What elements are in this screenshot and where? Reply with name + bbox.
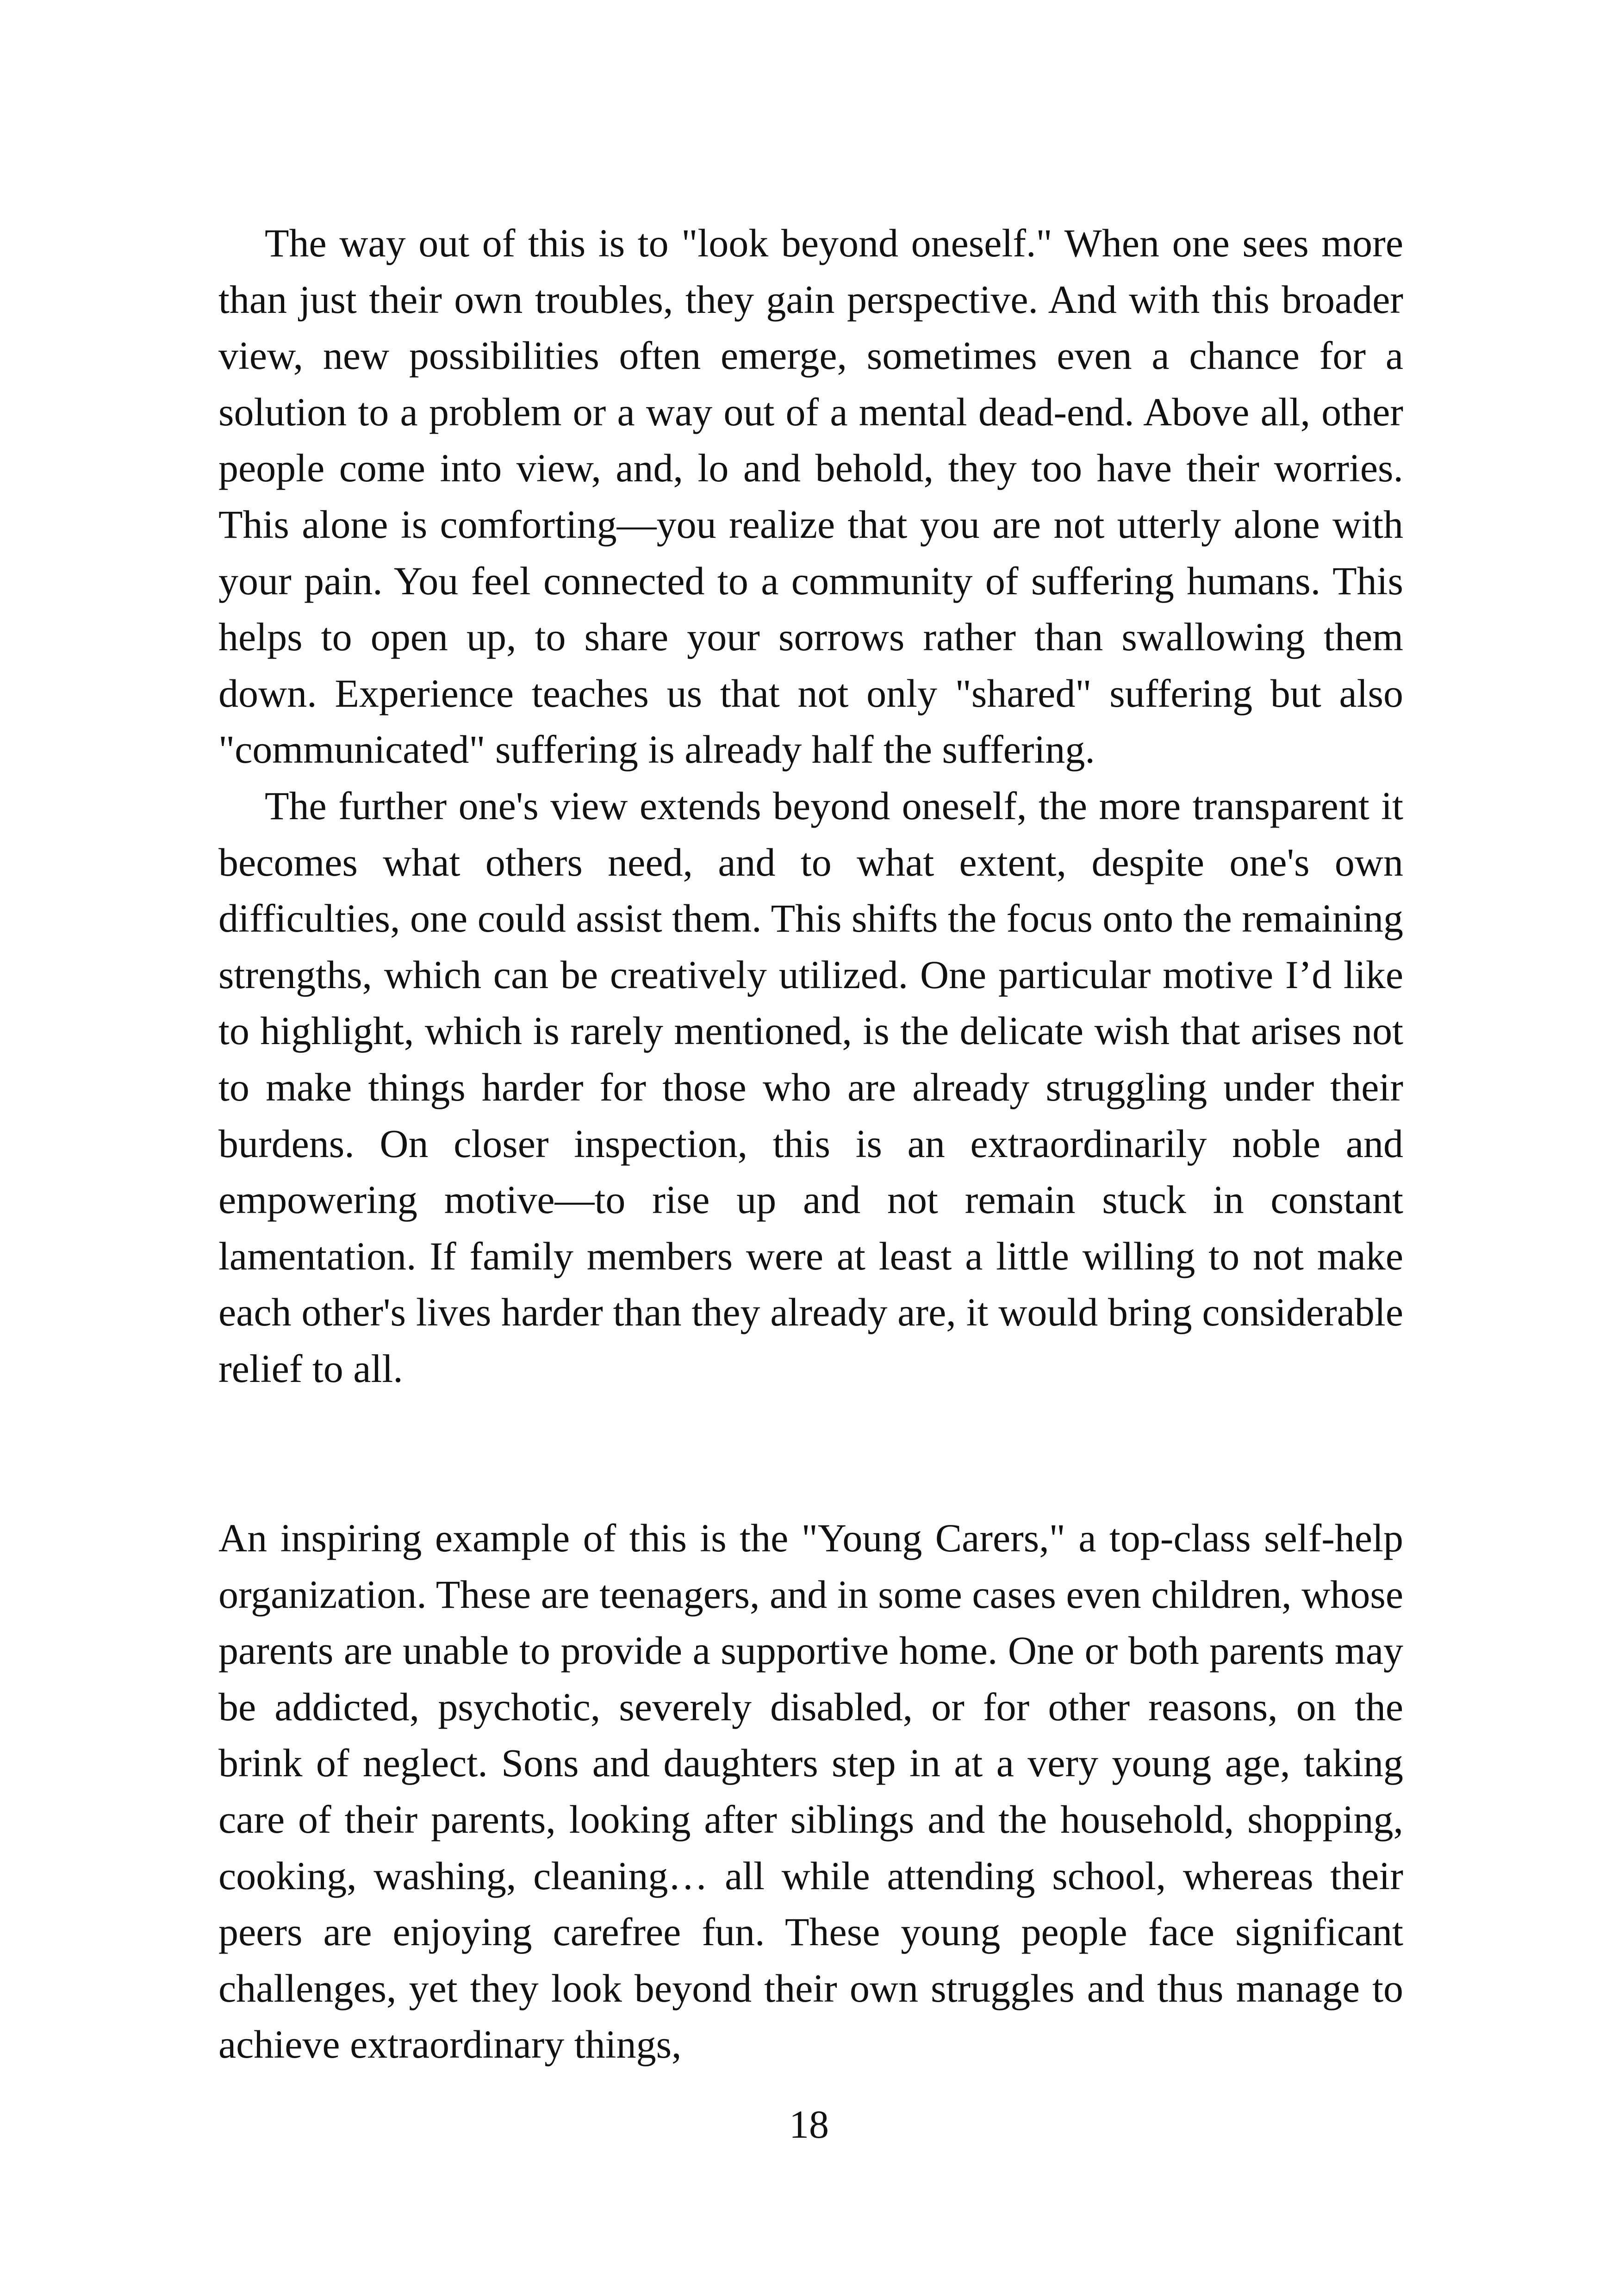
text-section-2 [218, 1510, 1403, 2073]
paragraph-young-carers: An inspiring example of this is the "Young Carers," a top-class self-help organization. These are teenagers, and in some cases even children, whose parents are unable to provide a supportive home. One or both parents may be addicted, psychotic, severely disabled, or for other reasons, on the brink of neglect. Sons and daughters step in at a very young age, taking care of their parents, looking after siblings and the household, shopping, cooking, washing, cleaning… all while attending school, whereas their peers are enjoying carefree fun. These young people face significant challenges, yet they look beyond their own struggles and thus manage to achieve extraordinary things, [218, 1516, 1403, 2067]
paragraph-view-extends: The further one's view extends beyond oneself, the more transparent it becomes what others need, and to what extent, despite one's own difficulties, one could assist them. This shifts the focus onto the remaining strengths, which can be creatively utilized. One particular motive I’d like to highlight, which is rarely mentioned, is the delicate wish that arises not to make things harder for those who are already struggling under their burdens. On closer inspection, this is an extraordinarily noble and empowering motive—to rise up and not remain stuck in constant lamentation. If family members were at least a little willing to not make each other's lives harder than they already are, it would bring considerable relief to all. [218, 783, 1403, 1391]
page-number: 18 [789, 2102, 829, 2147]
paragraph-look-beyond-oneself: The way out of this is to "look beyond oneself." When one sees more than just their own troubles, they gain perspective. And with this broader view, new possibilities often emerge, sometimes even a chance for a solution to a problem or a way out of a mental dead-end. Above all, other people come into view, and, lo and behold, they too have their worries. This alone is comforting—you realize that you are not utterly alone with your pain. You feel connected to a community of suffering humans. This helps to open up, to share your sorrows rather than swallowing them down. Experience teaches us that not only "shared" suffering but also "communicated" suffering is already half the suffering. [218, 221, 1403, 772]
text-section-1 [218, 215, 1403, 1397]
